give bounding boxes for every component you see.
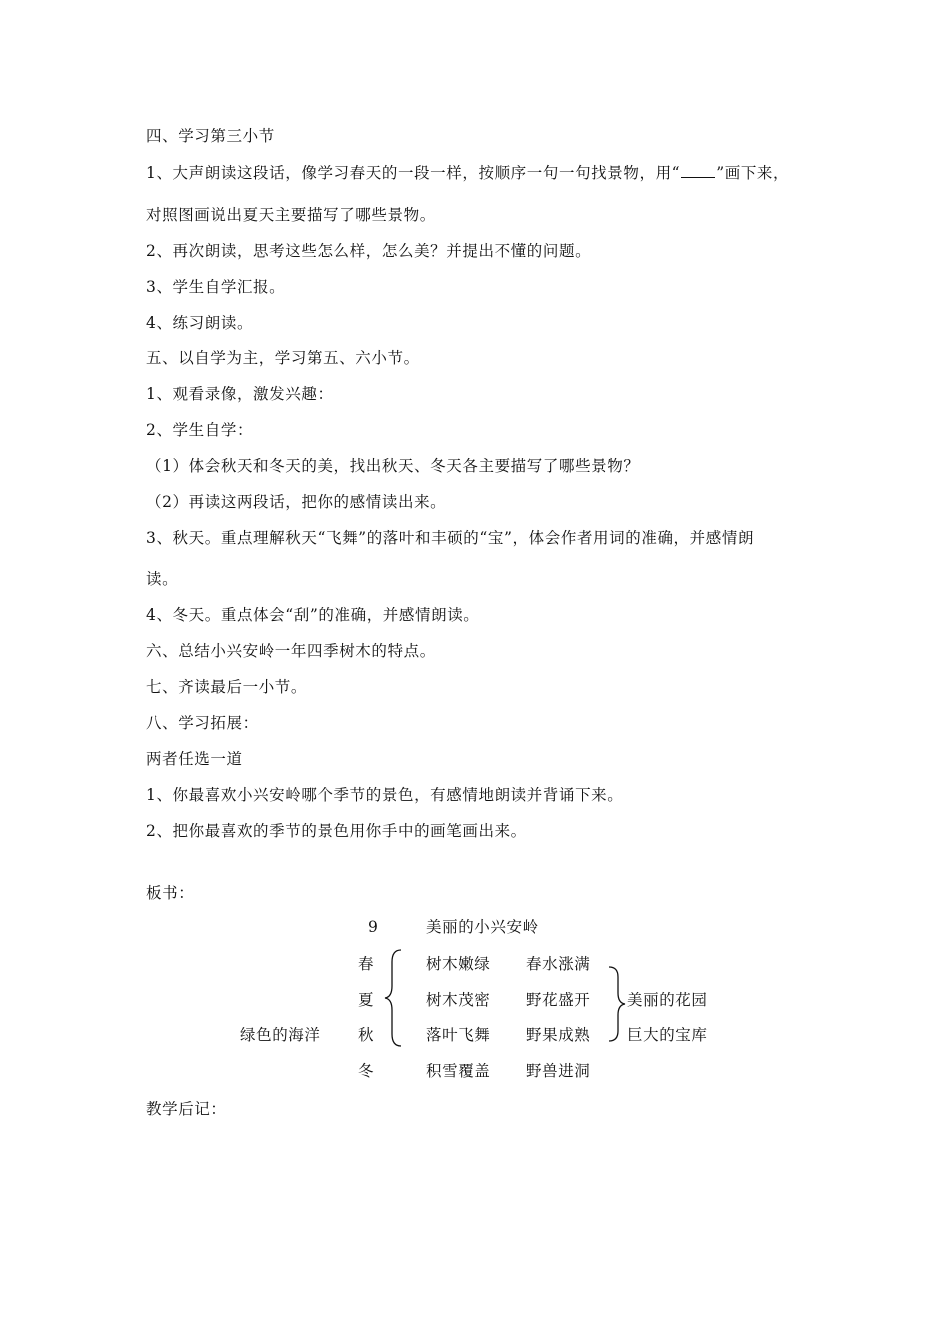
section8-heading: 八、学习拓展：: [146, 714, 259, 732]
right-brace: [606, 965, 628, 1043]
board-season-autumn: 秋: [358, 1026, 375, 1044]
board-tree-spring: 树木嫩绿: [426, 955, 491, 973]
section5-sub1: （1）体会秋天和冬天的美，找出秋天、冬天各主要描写了哪些景物？: [146, 457, 640, 475]
board-right-garden: 美丽的花园: [627, 991, 708, 1009]
board-label: 板书：: [146, 884, 195, 902]
section8-item1: 1、你最喜欢小兴安岭哪个季节的景色，有感情地朗读并背诵下来。: [146, 786, 624, 804]
board-other-winter: 野兽进洞: [526, 1062, 591, 1080]
section5-item3: 3、秋天。重点理解秋天“飞舞”的落叶和丰硕的“宝”，体会作者用词的准确，并感情朗: [146, 529, 755, 547]
board-tree-autumn: 落叶飞舞: [426, 1026, 491, 1044]
section4-item1: [146, 163, 789, 183]
section5-item2: 2、学生自学：: [146, 421, 254, 439]
underline-blank: [681, 165, 715, 178]
after-label: 教学后记：: [146, 1100, 227, 1118]
section4-heading: 四、学习第三小节: [146, 127, 275, 145]
board-other-spring: 春水涨满: [526, 955, 591, 973]
board-number: 9: [368, 918, 379, 936]
board-season-spring: 春: [358, 955, 375, 973]
section8-choose: 两者任选一道: [146, 750, 243, 768]
section8-item2: 2、把你最喜欢的季节的景色用你手中的画笔画出来。: [146, 822, 527, 840]
board-right-treasure: 巨大的宝库: [627, 1026, 708, 1044]
section6-heading: 六、总结小兴安岭一年四季树木的特点。: [146, 642, 436, 660]
section5-sub2: （2）再读这两段话，把你的感情读出来。: [146, 493, 447, 511]
board-title: 美丽的小兴安岭: [426, 918, 539, 936]
section4-item4: 4、练习朗读。: [146, 314, 254, 332]
section5-item4: 4、冬天。重点体会“刮”的准确，并感情朗读。: [146, 606, 480, 624]
board-tree-summer: 树木茂密: [426, 991, 491, 1009]
section4-item1-part1: 1、大声朗读这段话，像学习春天的一段一样，按顺序一句一句找景物，用“: [146, 164, 681, 182]
board-left-label: 绿色的海洋: [240, 1026, 321, 1044]
section5-heading: 五、以自学为主，学习第五、六小节。: [146, 349, 420, 367]
section4-item1-cont: 对照图画说出夏天主要描写了哪些景物。: [146, 206, 436, 224]
section4-item2: 2、再次朗读，思考这些怎么样，怎么美？并提出不懂的问题。: [146, 242, 592, 260]
left-brace: [383, 948, 405, 1048]
board-season-summer: 夏: [358, 991, 375, 1009]
board-tree-winter: 积雪覆盖: [426, 1062, 491, 1080]
board-other-autumn: 野果成熟: [526, 1026, 591, 1044]
section5-item3-cont: 读。: [146, 570, 179, 588]
board-other-summer: 野花盛开: [526, 991, 591, 1009]
section4-item1-part2: ”画下来，: [716, 164, 790, 182]
section7-heading: 七、齐读最后一小节。: [146, 678, 308, 696]
section4-item3: 3、学生自学汇报。: [146, 278, 286, 296]
section5-item1: 1、观看录像，激发兴趣：: [146, 385, 334, 403]
board-season-winter: 冬: [358, 1062, 375, 1080]
